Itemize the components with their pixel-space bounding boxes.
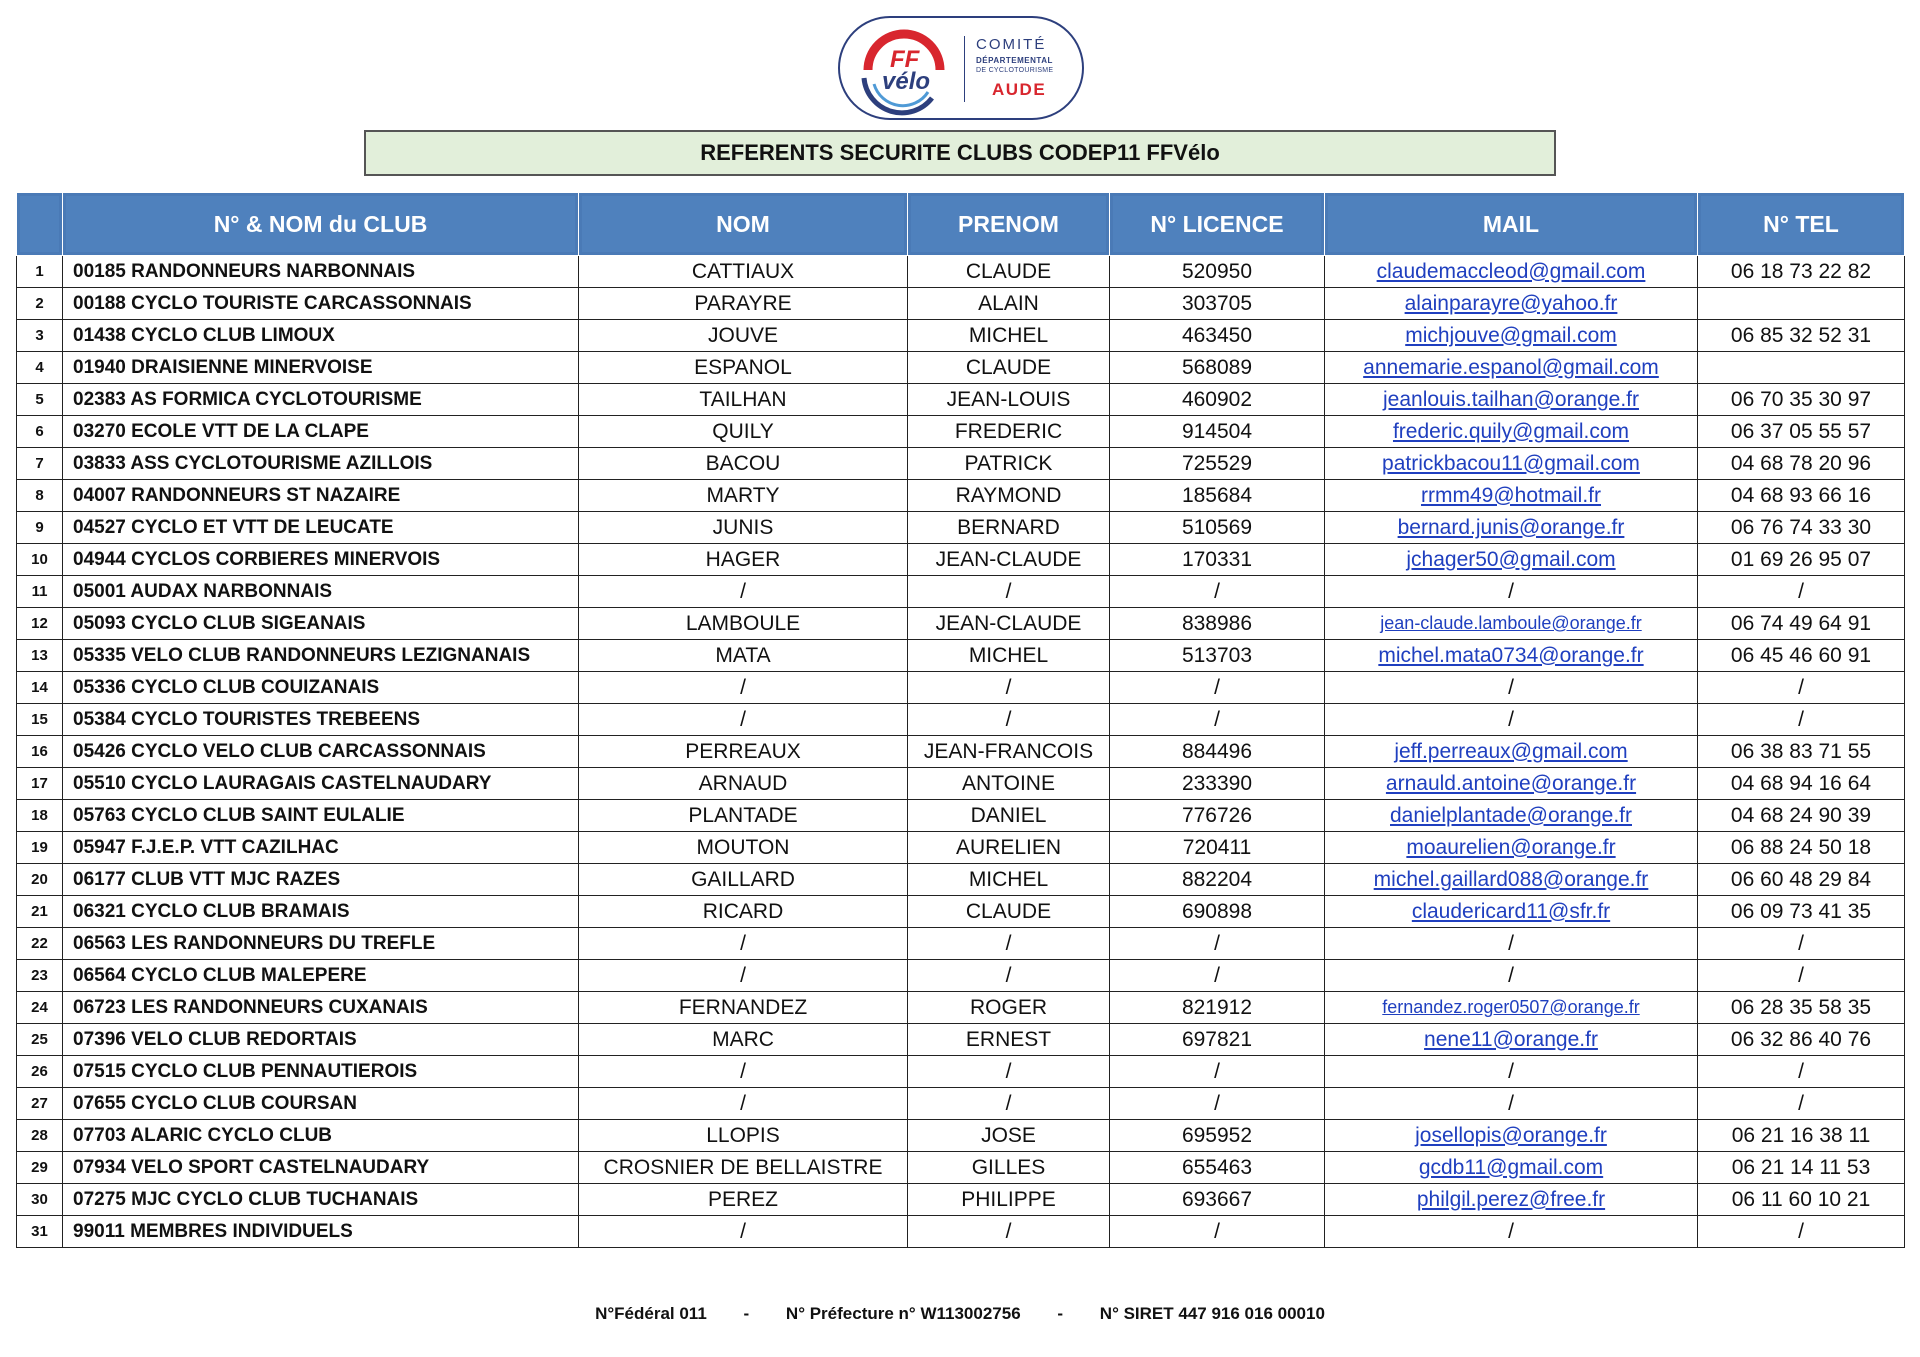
row-index: 30 [17, 1184, 63, 1216]
licence-cell: / [1110, 1088, 1325, 1120]
row-index: 23 [17, 960, 63, 992]
club-name-cell: 05093 CYCLO CLUB SIGEANAIS [63, 608, 579, 640]
table-row [17, 416, 1905, 448]
mail-cell[interactable]: jeff.perreaux@gmail.com [1325, 736, 1698, 768]
nom-cell: PEREZ [579, 1184, 908, 1216]
nom-cell: RICARD [579, 896, 908, 928]
logo-ff: FF [890, 46, 920, 73]
tel-cell: / [1698, 576, 1905, 608]
nom-cell: BACOU [579, 448, 908, 480]
licence-cell: 170331 [1110, 544, 1325, 576]
nom-cell: TAILHAN [579, 384, 908, 416]
nom-cell: / [579, 704, 908, 736]
club-name-cell: 00188 CYCLO TOURISTE CARCASSONNAIS [63, 288, 579, 320]
row-index: 28 [17, 1120, 63, 1152]
table-row [17, 1152, 1905, 1184]
mail-cell: / [1325, 704, 1698, 736]
club-name-cell: 06564 CYCLO CLUB MALEPERE [63, 960, 579, 992]
col-header-tel: N° TEL [1698, 193, 1905, 256]
club-name-cell: 05510 CYCLO LAURAGAIS CASTELNAUDARY [63, 768, 579, 800]
mail-cell: / [1325, 1088, 1698, 1120]
row-index: 6 [17, 416, 63, 448]
col-header-index [17, 193, 63, 256]
prenom-cell: ERNEST [908, 1024, 1110, 1056]
tel-cell [1698, 352, 1905, 384]
nom-cell: JOUVE [579, 320, 908, 352]
mail-cell[interactable]: fernandez.roger0507@orange.fr [1325, 992, 1698, 1024]
row-index: 5 [17, 384, 63, 416]
logo-separator [964, 36, 965, 102]
club-name-cell: 05384 CYCLO TOURISTES TREBEENS [63, 704, 579, 736]
licence-cell: / [1110, 672, 1325, 704]
row-index: 26 [17, 1056, 63, 1088]
row-index: 31 [17, 1216, 63, 1248]
prenom-cell: / [908, 576, 1110, 608]
footer [0, 1304, 1920, 1324]
prenom-cell: / [908, 704, 1110, 736]
prenom-cell: MICHEL [908, 640, 1110, 672]
club-name-cell: 01438 CYCLO CLUB LIMOUX [63, 320, 579, 352]
row-index: 27 [17, 1088, 63, 1120]
mail-cell[interactable]: danielplantade@orange.fr [1325, 800, 1698, 832]
nom-cell: ARNAUD [579, 768, 908, 800]
tel-cell: 04 68 78 20 96 [1698, 448, 1905, 480]
club-name-cell: 01940 DRAISIENNE MINERVOISE [63, 352, 579, 384]
prenom-cell: / [908, 1088, 1110, 1120]
logo-cyclotourisme: DE CYCLOTOURISME [976, 67, 1054, 74]
tel-cell: / [1698, 960, 1905, 992]
club-name-cell: 05947 F.J.E.P. VTT CAZILHAC [63, 832, 579, 864]
table-row [17, 896, 1905, 928]
club-name-cell: 03270 ECOLE VTT DE LA CLAPE [63, 416, 579, 448]
licence-cell: 914504 [1110, 416, 1325, 448]
table-row [17, 704, 1905, 736]
tel-cell: 06 21 14 11 53 [1698, 1152, 1905, 1184]
club-name-cell: 05426 CYCLO VELO CLUB CARCASSONNAIS [63, 736, 579, 768]
col-header-licence: N° LICENCE [1110, 193, 1325, 256]
licence-cell: / [1110, 704, 1325, 736]
club-name-cell: 05763 CYCLO CLUB SAINT EULALIE [63, 800, 579, 832]
table-row [17, 448, 1905, 480]
licence-cell: 463450 [1110, 320, 1325, 352]
mail-cell[interactable]: moaurelien@orange.fr [1325, 832, 1698, 864]
licence-cell: 776726 [1110, 800, 1325, 832]
prenom-cell: JOSE [908, 1120, 1110, 1152]
mail-cell[interactable]: claudemaccleod@gmail.com [1325, 256, 1698, 288]
tel-cell: / [1698, 672, 1905, 704]
table-row [17, 800, 1905, 832]
licence-cell: 303705 [1110, 288, 1325, 320]
club-name-cell: 03833 ASS CYCLOTOURISME AZILLOIS [63, 448, 579, 480]
prenom-cell: / [908, 1216, 1110, 1248]
tel-cell: 06 18 73 22 82 [1698, 256, 1905, 288]
row-index: 12 [17, 608, 63, 640]
tel-cell: 06 09 73 41 35 [1698, 896, 1905, 928]
nom-cell: CROSNIER DE BELLAISTRE [579, 1152, 908, 1184]
codep-logo [838, 16, 1084, 120]
nom-cell: ESPANOL [579, 352, 908, 384]
nom-cell: / [579, 960, 908, 992]
nom-cell: MOUTON [579, 832, 908, 864]
row-index: 15 [17, 704, 63, 736]
club-name-cell: 06177 CLUB VTT MJC RAZES [63, 864, 579, 896]
prenom-cell: CLAUDE [908, 256, 1110, 288]
tel-cell: 04 68 94 16 64 [1698, 768, 1905, 800]
nom-cell: HAGER [579, 544, 908, 576]
mail-cell[interactable]: rrmm49@hotmail.fr [1325, 480, 1698, 512]
mail-cell[interactable]: josellopis@orange.fr [1325, 1120, 1698, 1152]
licence-cell: 520950 [1110, 256, 1325, 288]
row-index: 8 [17, 480, 63, 512]
licence-cell: 884496 [1110, 736, 1325, 768]
table-row [17, 256, 1905, 288]
licence-cell: / [1110, 960, 1325, 992]
prenom-cell: PATRICK [908, 448, 1110, 480]
table-row [17, 960, 1905, 992]
nom-cell: / [579, 1216, 908, 1248]
nom-cell: / [579, 576, 908, 608]
nom-cell: MARC [579, 1024, 908, 1056]
table-row [17, 512, 1905, 544]
prenom-cell: ALAIN [908, 288, 1110, 320]
footer-separator: - [743, 1304, 750, 1323]
mail-cell[interactable]: jean-claude.lamboule@orange.fr [1325, 608, 1698, 640]
mail-cell: / [1325, 1216, 1698, 1248]
licence-cell: 513703 [1110, 640, 1325, 672]
club-name-cell: 99011 MEMBRES INDIVIDUELS [63, 1216, 579, 1248]
club-name-cell: 05336 CYCLO CLUB COUIZANAIS [63, 672, 579, 704]
table-row [17, 352, 1905, 384]
table-header-row [17, 193, 1905, 256]
page-title: REFERENTS SECURITE CLUBS CODEP11 FFVélo [364, 130, 1556, 176]
col-header-club: N° & NOM du CLUB [63, 193, 579, 256]
tel-cell: 06 38 83 71 55 [1698, 736, 1905, 768]
club-name-cell: 05001 AUDAX NARBONNAIS [63, 576, 579, 608]
row-index: 29 [17, 1152, 63, 1184]
table-row [17, 736, 1905, 768]
licence-cell: 697821 [1110, 1024, 1325, 1056]
tel-cell [1698, 288, 1905, 320]
row-index: 24 [17, 992, 63, 1024]
row-index: 25 [17, 1024, 63, 1056]
row-index: 14 [17, 672, 63, 704]
tel-cell: 06 74 49 64 91 [1698, 608, 1905, 640]
row-index: 3 [17, 320, 63, 352]
footer-siret: N° SIRET 447 916 016 00010 [1099, 1304, 1325, 1323]
tel-cell: 06 76 74 33 30 [1698, 512, 1905, 544]
footer-federal: N°Fédéral 011 [595, 1304, 707, 1323]
logo-comite: COMITÉ [976, 36, 1047, 53]
nom-cell: QUILY [579, 416, 908, 448]
row-index: 4 [17, 352, 63, 384]
club-name-cell: 00185 RANDONNEURS NARBONNAIS [63, 256, 579, 288]
club-name-cell: 04007 RANDONNEURS ST NAZAIRE [63, 480, 579, 512]
tel-cell: 04 68 93 66 16 [1698, 480, 1905, 512]
prenom-cell: / [908, 928, 1110, 960]
col-header-mail: MAIL [1325, 193, 1698, 256]
licence-cell: / [1110, 928, 1325, 960]
table-row [17, 1056, 1905, 1088]
nom-cell: PARAYRE [579, 288, 908, 320]
prenom-cell: MICHEL [908, 864, 1110, 896]
row-index: 20 [17, 864, 63, 896]
mail-cell[interactable]: michel.mata0734@orange.fr [1325, 640, 1698, 672]
mail-cell[interactable]: claudericard11@sfr.fr [1325, 896, 1698, 928]
table-row [17, 1024, 1905, 1056]
licence-cell: 882204 [1110, 864, 1325, 896]
licence-cell: 185684 [1110, 480, 1325, 512]
nom-cell: LLOPIS [579, 1120, 908, 1152]
prenom-cell: FREDERIC [908, 416, 1110, 448]
mail-cell[interactable]: gcdb11@gmail.com [1325, 1152, 1698, 1184]
prenom-cell: CLAUDE [908, 896, 1110, 928]
club-name-cell: 06563 LES RANDONNEURS DU TREFLE [63, 928, 579, 960]
licence-cell: 695952 [1110, 1120, 1325, 1152]
nom-cell: PLANTADE [579, 800, 908, 832]
table-row [17, 640, 1905, 672]
club-name-cell: 04527 CYCLO ET VTT DE LEUCATE [63, 512, 579, 544]
prenom-cell: CLAUDE [908, 352, 1110, 384]
table-row [17, 1120, 1905, 1152]
table-row [17, 992, 1905, 1024]
licence-cell: 725529 [1110, 448, 1325, 480]
table-row [17, 288, 1905, 320]
mail-cell: / [1325, 576, 1698, 608]
nom-cell: / [579, 1088, 908, 1120]
row-index: 1 [17, 256, 63, 288]
row-index: 9 [17, 512, 63, 544]
row-index: 13 [17, 640, 63, 672]
tel-cell: / [1698, 1216, 1905, 1248]
nom-cell: CATTIAUX [579, 256, 908, 288]
tel-cell: / [1698, 928, 1905, 960]
table-row [17, 832, 1905, 864]
logo-aude: AUDE [992, 80, 1047, 99]
licence-cell: 838986 [1110, 608, 1325, 640]
footer-prefecture: N° Préfecture n° W113002756 [785, 1304, 1021, 1323]
club-name-cell: 07934 VELO SPORT CASTELNAUDARY [63, 1152, 579, 1184]
prenom-cell: MICHEL [908, 320, 1110, 352]
row-index: 18 [17, 800, 63, 832]
table-row [17, 864, 1905, 896]
table-row [17, 1088, 1905, 1120]
mail-cell[interactable]: michjouve@gmail.com [1325, 320, 1698, 352]
club-name-cell: 07655 CYCLO CLUB COURSAN [63, 1088, 579, 1120]
club-name-cell: 07275 MJC CYCLO CLUB TUCHANAIS [63, 1184, 579, 1216]
row-index: 21 [17, 896, 63, 928]
nom-cell: MARTY [579, 480, 908, 512]
row-index: 17 [17, 768, 63, 800]
prenom-cell: GILLES [908, 1152, 1110, 1184]
licence-cell: / [1110, 1056, 1325, 1088]
table-row [17, 576, 1905, 608]
row-index: 19 [17, 832, 63, 864]
club-name-cell: 07396 VELO CLUB REDORTAIS [63, 1024, 579, 1056]
mail-cell[interactable]: jchager50@gmail.com [1325, 544, 1698, 576]
nom-cell: / [579, 928, 908, 960]
mail-cell[interactable]: nene11@orange.fr [1325, 1024, 1698, 1056]
nom-cell: MATA [579, 640, 908, 672]
licence-cell: 510569 [1110, 512, 1325, 544]
prenom-cell: ROGER [908, 992, 1110, 1024]
prenom-cell: ANTOINE [908, 768, 1110, 800]
mail-cell: / [1325, 672, 1698, 704]
mail-cell[interactable]: jeanlouis.tailhan@orange.fr [1325, 384, 1698, 416]
prenom-cell: / [908, 1056, 1110, 1088]
mail-cell: / [1325, 1056, 1698, 1088]
licence-cell: 460902 [1110, 384, 1325, 416]
logo-departemental: DÉPARTEMENTAL [976, 56, 1053, 65]
nom-cell: / [579, 672, 908, 704]
tel-cell: 06 37 05 55 57 [1698, 416, 1905, 448]
nom-cell: LAMBOULE [579, 608, 908, 640]
licence-cell: 821912 [1110, 992, 1325, 1024]
mail-cell[interactable]: bernard.junis@orange.fr [1325, 512, 1698, 544]
nom-cell: GAILLARD [579, 864, 908, 896]
row-index: 16 [17, 736, 63, 768]
prenom-cell: DANIEL [908, 800, 1110, 832]
table-row [17, 544, 1905, 576]
licence-cell: 690898 [1110, 896, 1325, 928]
tel-cell: 06 60 48 29 84 [1698, 864, 1905, 896]
tel-cell: 06 28 35 58 35 [1698, 992, 1905, 1024]
tel-cell: 04 68 24 90 39 [1698, 800, 1905, 832]
prenom-cell: JEAN-CLAUDE [908, 544, 1110, 576]
mail-cell[interactable]: frederic.quily@gmail.com [1325, 416, 1698, 448]
tel-cell: 06 88 24 50 18 [1698, 832, 1905, 864]
mail-cell: / [1325, 960, 1698, 992]
tel-cell: 06 70 35 30 97 [1698, 384, 1905, 416]
licence-cell: 720411 [1110, 832, 1325, 864]
footer-separator: - [1057, 1304, 1064, 1323]
row-index: 11 [17, 576, 63, 608]
col-header-nom: NOM [579, 193, 908, 256]
prenom-cell: JEAN-LOUIS [908, 384, 1110, 416]
table-row [17, 928, 1905, 960]
prenom-cell: JEAN-CLAUDE [908, 608, 1110, 640]
table-row [17, 608, 1905, 640]
tel-cell: / [1698, 704, 1905, 736]
nom-cell: PERREAUX [579, 736, 908, 768]
tel-cell: 06 11 60 10 21 [1698, 1184, 1905, 1216]
table-row [17, 320, 1905, 352]
mail-cell: / [1325, 928, 1698, 960]
club-name-cell: 05335 VELO CLUB RANDONNEURS LEZIGNANAIS [63, 640, 579, 672]
row-index: 22 [17, 928, 63, 960]
col-header-prenom: PRENOM [908, 193, 1110, 256]
logo-velo: vélo [882, 68, 931, 95]
nom-cell: / [579, 1056, 908, 1088]
mail-cell[interactable]: philgil.perez@free.fr [1325, 1184, 1698, 1216]
nom-cell: FERNANDEZ [579, 992, 908, 1024]
club-name-cell: 04944 CYCLOS CORBIERES MINERVOIS [63, 544, 579, 576]
prenom-cell: AURELIEN [908, 832, 1110, 864]
club-name-cell: 06321 CYCLO CLUB BRAMAIS [63, 896, 579, 928]
mail-cell[interactable]: annemarie.espanol@gmail.com [1325, 352, 1698, 384]
mail-cell[interactable]: patrickbacou11@gmail.com [1325, 448, 1698, 480]
nom-cell: JUNIS [579, 512, 908, 544]
licence-cell: / [1110, 576, 1325, 608]
tel-cell: / [1698, 1088, 1905, 1120]
prenom-cell: JEAN-FRANCOIS [908, 736, 1110, 768]
tel-cell: 06 85 32 52 31 [1698, 320, 1905, 352]
mail-cell[interactable]: alainparayre@yahoo.fr [1325, 288, 1698, 320]
licence-cell: 655463 [1110, 1152, 1325, 1184]
club-name-cell: 06723 LES RANDONNEURS CUXANAIS [63, 992, 579, 1024]
prenom-cell: RAYMOND [908, 480, 1110, 512]
club-name-cell: 07703 ALARIC CYCLO CLUB [63, 1120, 579, 1152]
row-index: 7 [17, 448, 63, 480]
tel-cell: / [1698, 1056, 1905, 1088]
row-index: 2 [17, 288, 63, 320]
club-name-cell: 07515 CYCLO CLUB PENNAUTIEROIS [63, 1056, 579, 1088]
prenom-cell: PHILIPPE [908, 1184, 1110, 1216]
tel-cell: 06 32 86 40 76 [1698, 1024, 1905, 1056]
table-row [17, 1184, 1905, 1216]
club-name-cell: 02383 AS FORMICA CYCLOTOURISME [63, 384, 579, 416]
prenom-cell: BERNARD [908, 512, 1110, 544]
table-row [17, 1216, 1905, 1248]
licence-cell: 233390 [1110, 768, 1325, 800]
referents-table [16, 192, 1905, 1248]
prenom-cell: / [908, 672, 1110, 704]
tel-cell: 01 69 26 95 07 [1698, 544, 1905, 576]
table-row [17, 768, 1905, 800]
licence-cell: 693667 [1110, 1184, 1325, 1216]
mail-cell[interactable]: arnauld.antoine@orange.fr [1325, 768, 1698, 800]
row-index: 10 [17, 544, 63, 576]
licence-cell: 568089 [1110, 352, 1325, 384]
table-row [17, 480, 1905, 512]
licence-cell: / [1110, 1216, 1325, 1248]
tel-cell: 06 21 16 38 11 [1698, 1120, 1905, 1152]
mail-cell[interactable]: michel.gaillard088@orange.fr [1325, 864, 1698, 896]
tel-cell: 06 45 46 60 91 [1698, 640, 1905, 672]
prenom-cell: / [908, 960, 1110, 992]
table-row [17, 672, 1905, 704]
table-row [17, 384, 1905, 416]
table-body [17, 256, 1905, 1248]
